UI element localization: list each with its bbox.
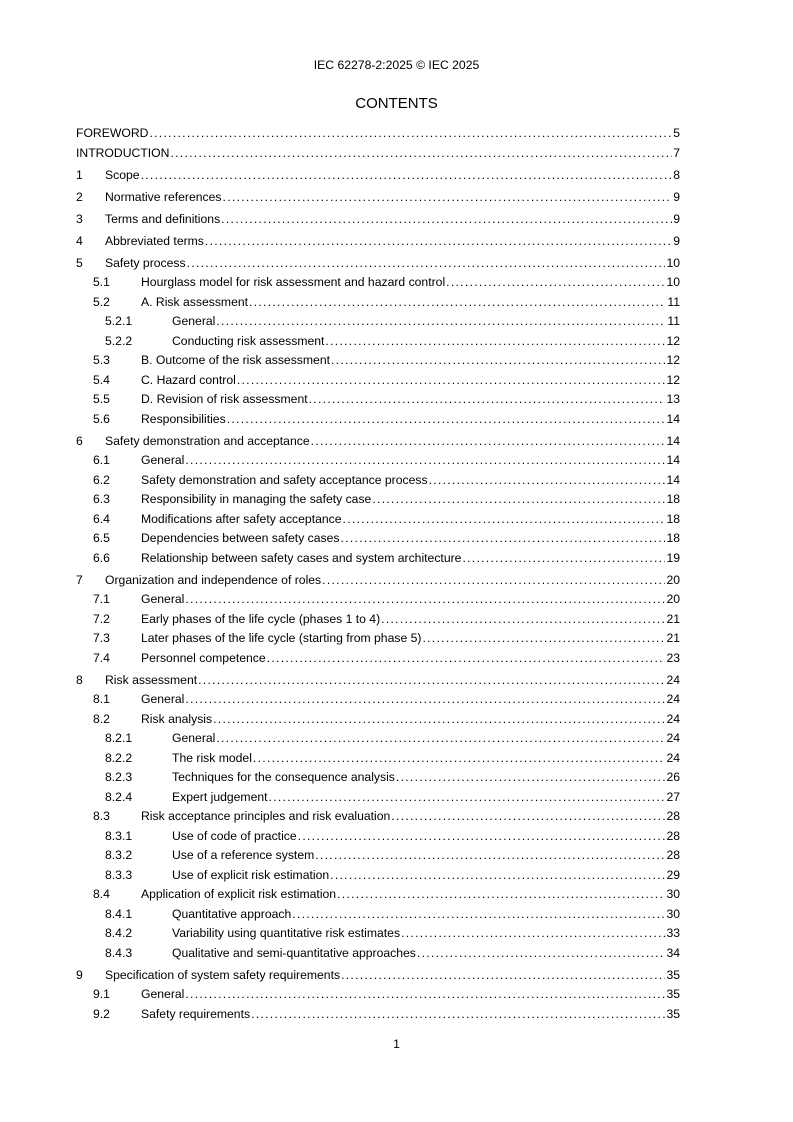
toc-entry[interactable] — [76, 371, 680, 391]
toc-entry-title: Use of code of practice — [172, 828, 297, 843]
toc-entry-number: 6.1 — [93, 453, 110, 467]
toc-dot-leader — [185, 590, 665, 610]
toc-entry[interactable] — [76, 944, 680, 964]
toc-entry-page: 24 — [666, 672, 680, 687]
toc-entry-page: 23 — [666, 650, 680, 665]
toc-entry-page: 29 — [666, 867, 680, 882]
toc-dot-leader — [446, 273, 665, 293]
toc-entry-title: Quantitative approach — [172, 906, 292, 921]
toc-entry[interactable] — [76, 1005, 680, 1025]
toc-entry-title: Variability using quantitative risk estimates — [172, 926, 401, 940]
toc-entry-title: B. Outcome of the risk assessment — [141, 353, 330, 367]
toc-entry-number: 8.2.3 — [105, 770, 133, 784]
toc-entry-number: 5.2.2 — [105, 333, 133, 348]
toc-entry-title: Dependencies between safety cases — [141, 531, 340, 545]
toc-entry[interactable] — [76, 590, 680, 610]
toc-entry-title: Modifications after safety acceptance — [141, 511, 342, 526]
toc-entry-number: 5.2.1 — [105, 314, 133, 328]
toc-dot-leader — [292, 905, 665, 925]
toc-entry-page: 34 — [666, 945, 680, 960]
toc-dot-leader — [216, 312, 666, 332]
toc-dot-leader — [298, 827, 666, 847]
toc-entry[interactable] — [76, 390, 680, 410]
toc-entry-page: 28 — [666, 848, 680, 862]
toc-entry-title: General — [172, 731, 216, 745]
toc-entry-number: 2 — [76, 189, 83, 204]
toc-entry-number: 9 — [76, 967, 83, 982]
toc-dot-leader — [141, 166, 673, 186]
toc-dot-leader — [311, 432, 666, 452]
toc-dot-leader — [149, 124, 672, 144]
toc-entry-page: 35 — [666, 987, 680, 1001]
toc-entry-page: 24 — [666, 731, 680, 745]
toc-entry-title: Risk assessment — [105, 672, 198, 687]
toc-entry[interactable] — [76, 188, 680, 208]
toc-entry-page: 14 — [666, 433, 680, 448]
toc-entry-page: 18 — [666, 492, 680, 506]
toc-entry-title: Use of a reference system — [172, 848, 315, 862]
toc-entry-page: 30 — [666, 906, 680, 921]
toc-entry-number: 4 — [76, 233, 83, 248]
toc-dot-leader — [269, 788, 666, 808]
toc-dot-leader — [343, 510, 666, 530]
toc-entry-title: Safety demonstration and acceptance — [105, 433, 310, 448]
toc-entry-title: Terms and definitions — [105, 211, 221, 226]
toc-dot-leader — [251, 1005, 665, 1025]
toc-entry[interactable] — [76, 671, 680, 691]
toc-entry[interactable] — [76, 210, 680, 230]
toc-entry[interactable] — [76, 690, 680, 710]
toc-dot-leader — [223, 188, 673, 208]
contents-title: CONTENTS — [355, 95, 438, 112]
toc-entry-page: 24 — [666, 711, 680, 726]
toc-dot-leader — [221, 210, 672, 230]
toc-entry-number: 1 — [76, 167, 83, 182]
toc-dot-leader — [187, 254, 666, 274]
toc-entry-title: Conducting risk assessment — [172, 333, 325, 348]
toc-entry-number: 7.4 — [93, 650, 110, 665]
toc-entry-page: 20 — [666, 572, 680, 587]
toc-entry-number: 5.6 — [93, 411, 110, 426]
toc-dot-leader — [227, 410, 666, 430]
toc-entry-title: FOREWORD — [76, 126, 149, 140]
toc-dot-leader — [205, 232, 672, 252]
toc-entry-number: 8.2.2 — [105, 750, 133, 765]
toc-entry-title: General — [172, 314, 216, 328]
toc-entry[interactable] — [76, 166, 680, 186]
toc-dot-leader — [185, 690, 665, 710]
toc-entry[interactable] — [76, 490, 680, 510]
toc-dot-leader — [198, 671, 665, 691]
toc-entry-title: Hourglass model for risk assessment and hazard control — [141, 275, 446, 289]
toc-entry-number: 7.2 — [93, 611, 110, 626]
toc-entry[interactable] — [76, 610, 680, 630]
toc-entry[interactable] — [76, 788, 680, 808]
toc-dot-leader — [249, 293, 666, 313]
toc-entry-page: 12 — [666, 372, 680, 387]
toc-dot-leader — [237, 371, 666, 391]
toc-dot-leader — [381, 610, 665, 630]
toc-entry-title: Techniques for the consequence analysis — [172, 770, 395, 784]
toc-dot-leader — [185, 451, 665, 471]
toc-entry-number: 8.2 — [93, 711, 110, 726]
toc-entry-number: 8.4.1 — [105, 906, 133, 921]
toc-entry-page: 28 — [666, 828, 680, 843]
toc-entry-title: Use of explicit risk estimation — [172, 867, 330, 882]
toc-dot-leader — [417, 944, 666, 964]
toc-dot-leader — [309, 390, 666, 410]
toc-dot-leader — [267, 649, 666, 669]
toc-entry-number: 5.1 — [93, 275, 110, 289]
toc-entry-title: Safety requirements — [141, 1006, 251, 1021]
toc-entry-number: 5.2 — [93, 294, 110, 309]
toc-entry-number: 8.2.4 — [105, 789, 133, 804]
toc-entry-page: 24 — [666, 750, 680, 765]
toc-dot-leader — [253, 749, 666, 769]
toc-entry[interactable] — [76, 529, 680, 549]
toc-entry-title: Risk acceptance principles and risk evaluation — [141, 809, 391, 823]
toc-dot-leader — [213, 710, 665, 730]
toc-entry[interactable] — [76, 985, 680, 1005]
toc-entry-page: 19 — [666, 550, 680, 565]
toc-entry-page: 10 — [666, 275, 680, 289]
toc-entry-number: 8.3.2 — [105, 848, 133, 862]
toc-entry-page: 9 — [673, 189, 680, 204]
toc-entry[interactable] — [76, 471, 680, 491]
toc-entry-page: 8 — [673, 167, 680, 182]
toc-entry[interactable] — [76, 629, 680, 649]
toc-entry-page: 18 — [666, 511, 680, 526]
toc-entry[interactable] — [76, 846, 680, 866]
toc-entry-title: Specification of system safety requirements — [105, 967, 341, 982]
toc-entry[interactable] — [76, 232, 680, 252]
toc-entry-title: Responsibility in managing the safety case — [141, 492, 372, 506]
toc-entry-number: 5.4 — [93, 372, 110, 387]
toc-dot-leader — [391, 807, 665, 827]
toc-entry[interactable] — [76, 432, 680, 452]
toc-entry-number: 8.4.3 — [105, 945, 133, 960]
toc-entry-title: A. Risk assessment — [141, 294, 249, 309]
toc-entry[interactable] — [76, 410, 680, 430]
toc-entry[interactable] — [76, 293, 680, 313]
toc-entry[interactable] — [76, 571, 680, 591]
toc-entry[interactable] — [76, 966, 680, 986]
table-of-contents — [76, 124, 680, 1024]
toc-dot-leader — [429, 471, 666, 491]
toc-entry-title: The risk model — [172, 750, 252, 765]
toc-entry-title: D. Revision of risk assessment — [141, 392, 308, 406]
toc-entry-number: 5 — [76, 255, 83, 270]
toc-entry-page: 26 — [666, 770, 680, 784]
toc-entry-number: 8.2.1 — [105, 731, 133, 745]
toc-entry-number: 7.1 — [93, 592, 110, 606]
toc-entry[interactable] — [76, 710, 680, 730]
toc-entry[interactable] — [76, 885, 680, 905]
page-number: 1 — [393, 1037, 400, 1051]
toc-entry-page: 7 — [673, 145, 680, 160]
toc-dot-leader — [315, 846, 665, 866]
toc-dot-leader — [216, 729, 665, 749]
toc-entry[interactable] — [76, 924, 680, 944]
toc-entry-number: 7 — [76, 572, 83, 587]
toc-entry-page: 5 — [673, 126, 680, 140]
toc-entry-page: 30 — [666, 887, 680, 901]
toc-entry-title: INTRODUCTION — [76, 145, 170, 160]
toc-entry[interactable] — [76, 451, 680, 471]
toc-entry-title: Organization and independence of roles — [105, 572, 322, 587]
toc-entry-title: General — [141, 987, 185, 1001]
toc-entry-number: 6.2 — [93, 472, 110, 487]
toc-entry-page: 11 — [667, 314, 680, 328]
toc-entry[interactable] — [76, 273, 680, 293]
toc-entry-number: 9.2 — [93, 1006, 110, 1021]
toc-entry-number: 9.1 — [93, 987, 110, 1001]
toc-entry-title: Scope — [105, 167, 140, 182]
toc-entry-number: 5.3 — [93, 353, 110, 367]
toc-entry[interactable] — [76, 649, 680, 669]
toc-dot-leader — [185, 985, 665, 1005]
toc-entry[interactable] — [76, 144, 680, 164]
toc-entry-title: Qualitative and semi-quantitative approaches — [172, 945, 416, 960]
toc-entry-number: 6 — [76, 433, 83, 448]
toc-entry-title: Expert judgement — [172, 789, 268, 804]
toc-entry[interactable] — [76, 312, 680, 332]
toc-entry-page: 27 — [666, 789, 680, 804]
toc-entry-number: 8.1 — [93, 692, 110, 706]
toc-dot-leader — [337, 885, 665, 905]
toc-entry-page: 35 — [666, 1006, 680, 1021]
toc-entry-title: Relationship between safety cases and system architecture — [141, 550, 462, 565]
toc-entry[interactable] — [76, 729, 680, 749]
toc-entry-number: 6.3 — [93, 492, 110, 506]
toc-entry-title: Application of explicit risk estimation — [141, 887, 337, 901]
toc-entry-page: 11 — [667, 294, 680, 309]
toc-entry-page: 12 — [666, 353, 680, 367]
toc-entry[interactable] — [76, 866, 680, 886]
toc-entry[interactable] — [76, 807, 680, 827]
toc-dot-leader — [322, 571, 665, 591]
toc-entry[interactable] — [76, 827, 680, 847]
toc-entry-title: General — [141, 692, 185, 706]
toc-entry-page: 18 — [666, 531, 680, 545]
toc-entry-page: 33 — [666, 926, 680, 940]
toc-entry[interactable] — [76, 351, 680, 371]
toc-entry-number: 8.3.1 — [105, 828, 133, 843]
toc-entry-number: 8 — [76, 672, 83, 687]
toc-entry-number: 7.3 — [93, 631, 110, 645]
toc-entry-page: 14 — [666, 453, 680, 467]
toc-entry-page: 13 — [666, 392, 680, 406]
toc-entry[interactable] — [76, 768, 680, 788]
toc-entry-title: C. Hazard control — [141, 372, 236, 387]
toc-entry[interactable] — [76, 549, 680, 569]
toc-entry-number: 6.4 — [93, 511, 110, 526]
toc-entry-number: 8.3.3 — [105, 867, 133, 882]
toc-entry-title: Responsibilities — [141, 411, 226, 426]
toc-entry-title: General — [141, 592, 185, 606]
toc-dot-leader — [422, 629, 665, 649]
toc-entry-title: General — [141, 453, 185, 467]
toc-entry-page: 28 — [666, 809, 680, 823]
toc-entry-page: 9 — [673, 211, 680, 226]
toc-entry-page: 10 — [666, 255, 680, 270]
toc-entry-number: 8.4.2 — [105, 926, 133, 940]
toc-entry-page: 21 — [666, 631, 680, 645]
toc-entry-page: 35 — [666, 967, 680, 982]
toc-entry-page: 14 — [666, 411, 680, 426]
document-id-header: IEC 62278-2:2025 © IEC 2025 — [313, 58, 480, 72]
toc-dot-leader — [170, 144, 672, 164]
toc-dot-leader — [341, 529, 666, 549]
toc-entry-page: 24 — [666, 692, 680, 706]
toc-entry-title: Personnel competence — [141, 650, 266, 665]
toc-dot-leader — [396, 768, 666, 788]
toc-entry-page: 21 — [666, 611, 680, 626]
toc-entry-page: 12 — [666, 333, 680, 348]
toc-dot-leader — [372, 490, 665, 510]
toc-dot-leader — [331, 351, 665, 371]
toc-entry[interactable] — [76, 332, 680, 352]
toc-entry[interactable] — [76, 905, 680, 925]
toc-entry-number: 3 — [76, 211, 83, 226]
toc-dot-leader — [325, 332, 665, 352]
toc-dot-leader — [462, 549, 665, 569]
toc-entry[interactable] — [76, 749, 680, 769]
toc-entry-number: 8.4 — [93, 887, 110, 901]
toc-entry-title: Normative references — [105, 189, 222, 204]
toc-entry[interactable] — [76, 254, 680, 274]
toc-entry-number: 5.5 — [93, 392, 110, 406]
toc-dot-leader — [401, 924, 665, 944]
toc-entry-title: Later phases of the life cycle (starting from phase 5) — [141, 631, 422, 645]
toc-entry-number: 8.3 — [93, 809, 110, 823]
toc-dot-leader — [341, 966, 665, 986]
toc-entry-title: Safety demonstration and safety acceptance process — [141, 472, 428, 487]
toc-entry[interactable] — [76, 124, 680, 144]
toc-entry-title: Safety process — [105, 255, 186, 270]
toc-entry-title: Abbreviated terms — [105, 233, 204, 248]
toc-entry-page: 14 — [666, 472, 680, 487]
toc-entry-number: 6.6 — [93, 550, 110, 565]
toc-entry-title: Risk analysis — [141, 711, 213, 726]
toc-entry-page: 9 — [673, 233, 680, 248]
toc-entry-number: 6.5 — [93, 531, 110, 545]
toc-entry-title: Early phases of the life cycle (phases 1 to 4) — [141, 611, 381, 626]
toc-entry[interactable] — [76, 510, 680, 530]
toc-dot-leader — [330, 866, 665, 886]
toc-entry-page: 20 — [666, 592, 680, 606]
